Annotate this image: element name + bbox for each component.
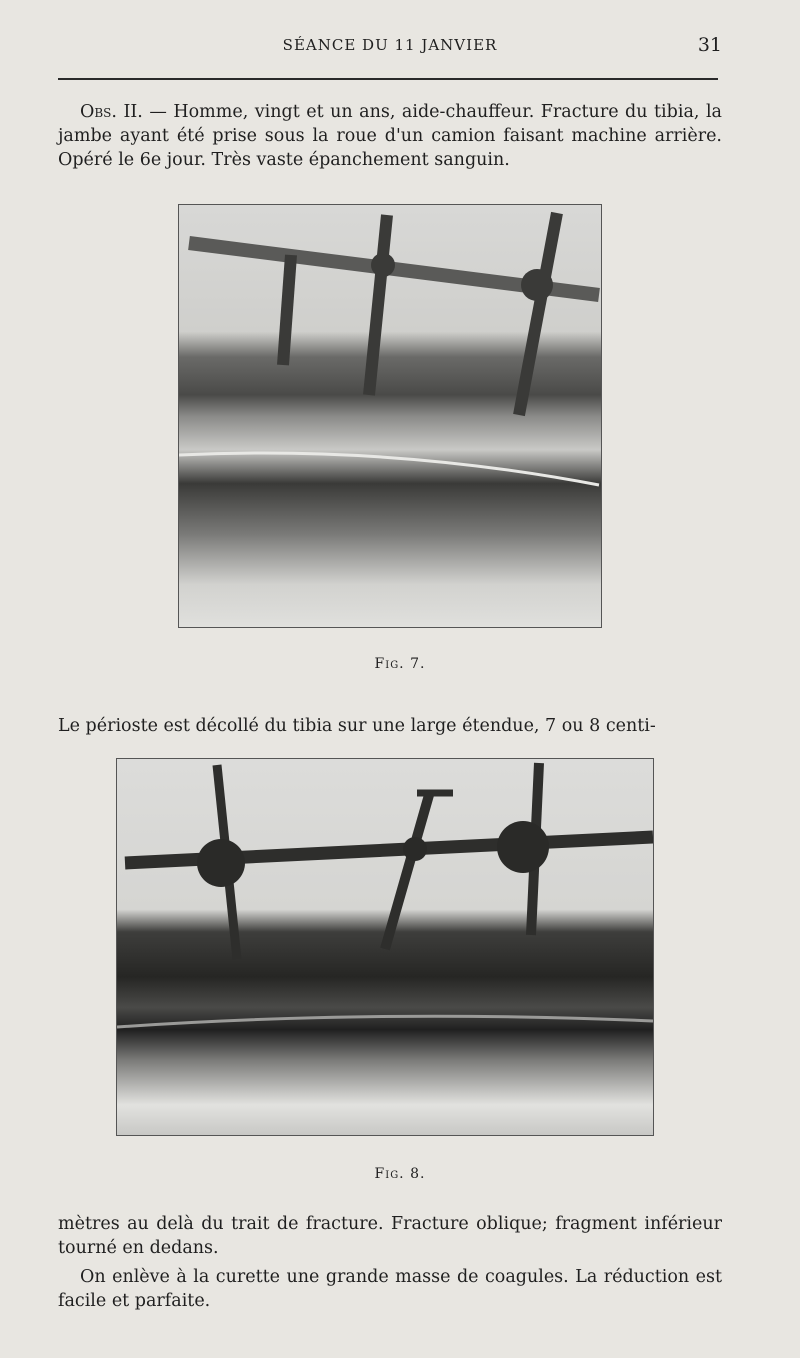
page-number: 31 — [697, 34, 722, 56]
figure-8-caption: Fig. 8. — [374, 1166, 426, 1182]
observation-paragraph — [58, 100, 722, 172]
figure-7-caption: Fig. 7. — [374, 656, 426, 672]
figure-7-illustration — [179, 205, 601, 627]
periosteum-paragraph: Le périoste est décollé du tibia sur une large étendue, 7 ou 8 centi- — [58, 716, 656, 736]
observation-text: — Homme, vingt et un ans, aide-chauffeur. Fracture du tibia, la jambe ayant été prise sous la roue d'un camion faisant machine arrière. Opéré le 6e jour. Très vaste épanchement sanguin. — [58, 102, 722, 170]
figure-8-radiograph — [116, 758, 654, 1136]
figure-7-radiograph — [178, 204, 602, 628]
fracture-paragraph: mètres au delà du trait de fracture. Fracture oblique; fragment inférieur tourné en dedans. — [58, 1214, 722, 1258]
header-rule — [58, 78, 718, 80]
figure-8-illustration — [117, 759, 653, 1135]
running-title: SÉANCE DU 11 JANVIER — [282, 36, 498, 54]
treatment-paragraph: On enlève à la curette une grande masse de coagules. La réduction est facile et parfaite. — [58, 1267, 722, 1311]
page-header — [58, 34, 722, 60]
observation-label: Obs. II. — [80, 102, 143, 122]
